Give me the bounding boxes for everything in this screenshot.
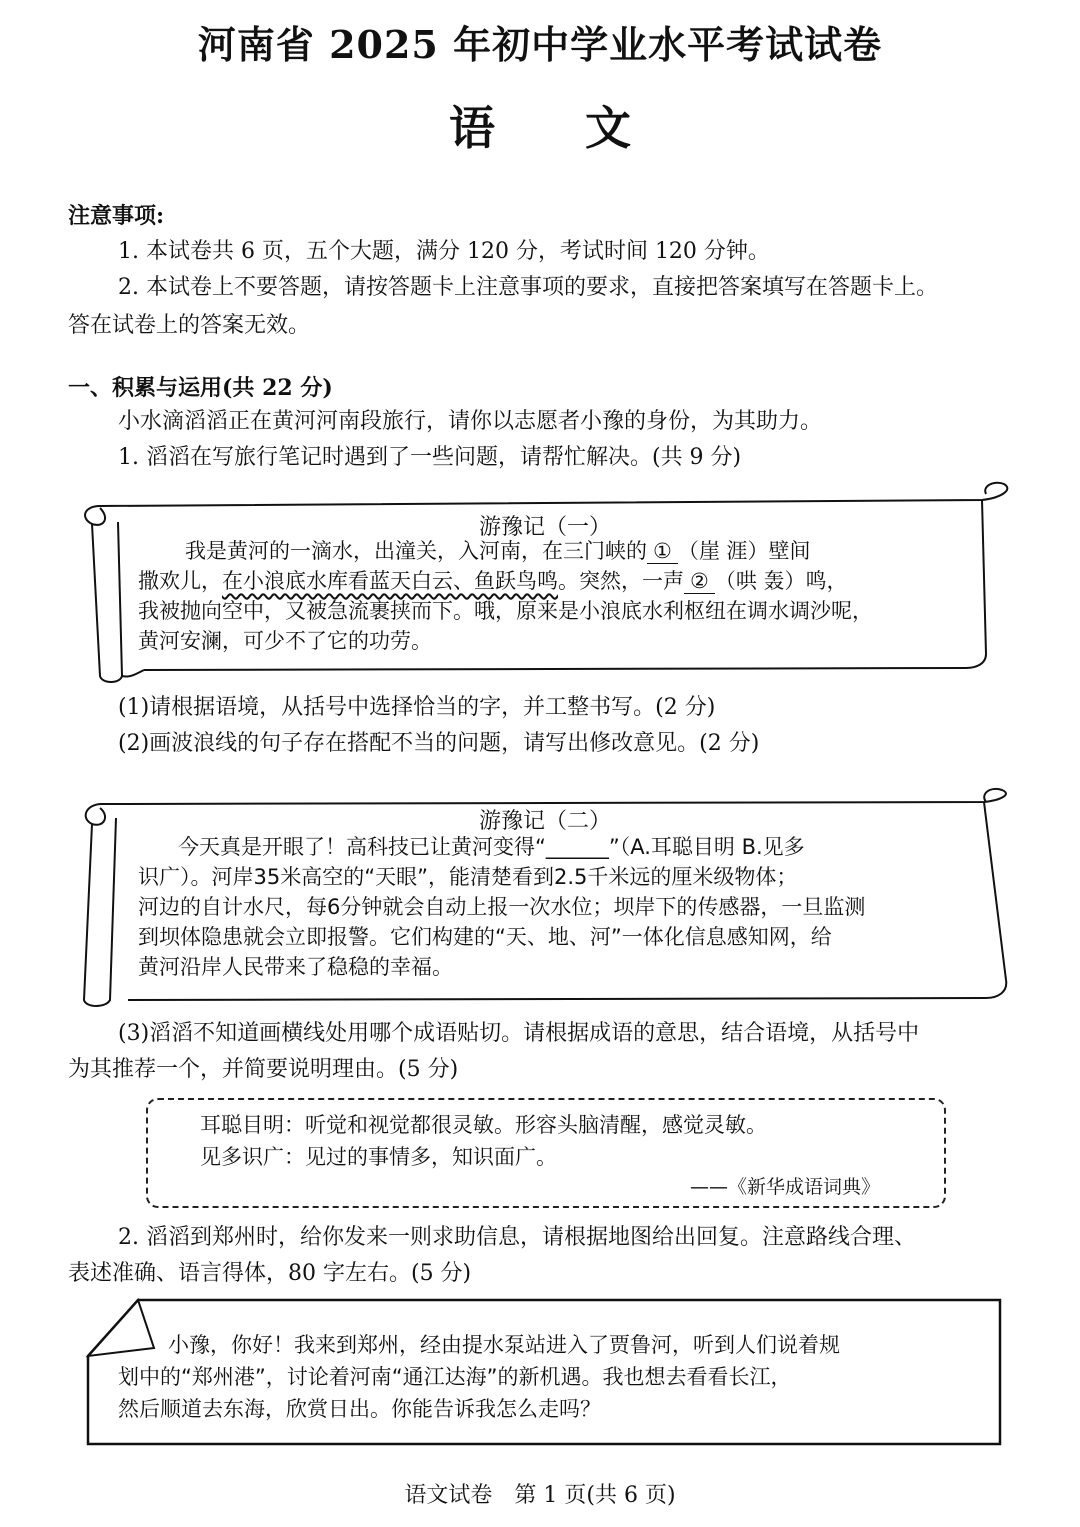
blank-2: ② <box>684 569 715 594</box>
question-2: 2. 滔滔到郑州时，给你发来一则求助信息，请根据地图给出回复。注意路线合理、 <box>118 1225 916 1250</box>
notice-item-2-cont: 答在试卷上的答案无效。 <box>68 313 311 338</box>
scroll1-text: 。突然，一声 <box>558 569 684 593</box>
message-line-2: 划中的“郑州港”，讨论着河南“通江达海”的新机遇。我也想去看看长江， <box>118 1365 792 1389</box>
blank-1: ① <box>647 539 678 564</box>
message-line-3: 然后顺道去东海，欣赏日出。你能告诉我怎么走吗？ <box>118 1397 601 1421</box>
scroll1-text: （崖 涯）壁间 <box>677 539 811 563</box>
scroll2-line-5: 黄河沿岸人民带来了稳稳的幸福。 <box>138 955 453 979</box>
message-line-1: 小豫，你好！我来到郑州，经由提水泵站进入了贾鲁河，听到人们说着规 <box>168 1333 840 1357</box>
scroll2-line-4: 到坝体隐患就会立即报警。它们构建的“天、地、河”一体化信息感知网，给 <box>138 925 832 949</box>
section-heading: 一、积累与运用(共 22 分) <box>68 375 333 401</box>
subject-title: 语文 <box>449 101 721 155</box>
question-1-3-cont: 为其推荐一个，并简要说明理由。(5 分) <box>68 1057 459 1082</box>
scroll2-title: 游豫记（二） <box>478 809 611 834</box>
scroll1-line-3: 我被抛向空中，又被急流裹挟而下。哦，原来是小浪底水利枢纽在调水调沙呢， <box>138 599 873 623</box>
question-2-cont: 表述准确、语言得体，80 字左右。(5 分) <box>68 1261 472 1286</box>
question-1: 1. 滔滔在写旅行笔记时遇到了一些问题，请帮忙解决。(共 9 分) <box>118 445 742 470</box>
scroll1-text: 撒欢儿， <box>138 569 222 593</box>
question-1-3: (3)滔滔不知道画横线处用哪个成语贴切。请根据成语的意思，结合语境，从括号中 <box>118 1021 920 1046</box>
exam-title: 河南省 2025 年初中学业水平考试试卷 <box>197 22 883 67</box>
notice-item-1: 1. 本试卷共 6 页，五个大题，满分 120 分，考试时间 120 分钟。 <box>118 239 770 264</box>
notice-item-2: 2. 本试卷上不要答题，请按答题卡上注意事项的要求，直接把答案填写在答题卡上。 <box>118 275 938 300</box>
scroll2-line-2: 识广）。河岸35米高空的“天眼”，能清楚看到2.5千米远的厘米级物体； <box>138 865 798 889</box>
scroll1-text: 我是黄河的一滴水，出潼关，入河南，在三门峡的 <box>185 539 647 563</box>
notice-heading: 注意事项: <box>68 203 165 229</box>
scroll1-line-1 <box>185 536 811 566</box>
dictionary-entry-1: 耳聪目明：听觉和视觉都很灵敏。形容头脑清醒，感觉灵敏。 <box>200 1113 767 1137</box>
scroll1-line-2 <box>138 566 848 596</box>
question-1-1: (1)请根据语境，从括号中选择恰当的字，并工整书写。(2 分) <box>118 695 716 720</box>
scroll2-line-3: 河边的自计水尺，每6分钟就会自动上报一次水位；坝岸下的传感器，一旦监测 <box>138 895 866 919</box>
dictionary-source: ——《新华成语词典》 <box>690 1176 881 1198</box>
scroll2-line-1: 今天真是开眼了！高科技已让黄河变得“______”（A.耳聪目明 B.见多 <box>178 835 805 859</box>
scroll1-line-4: 黄河安澜，可少不了它的功劳。 <box>138 629 432 653</box>
scroll1-text: （哄 轰）鸣， <box>714 569 848 593</box>
page-footer: 语文试卷 第 1 页(共 6 页) <box>404 1483 676 1508</box>
question-1-2: (2)画波浪线的句子存在搭配不当的问题，请写出修改意见。(2 分) <box>118 731 760 756</box>
section-intro: 小水滴滔滔正在黄河河南段旅行，请你以志愿者小豫的身份，为其助力。 <box>118 409 823 434</box>
dictionary-entry-2: 见多识广：见过的事情多，知识面广。 <box>200 1145 557 1169</box>
scroll1-title: 游豫记（一） <box>478 515 611 540</box>
wavy-sentence: 在小浪底水库看蓝天白云、鱼跃鸟鸣 <box>222 569 558 593</box>
